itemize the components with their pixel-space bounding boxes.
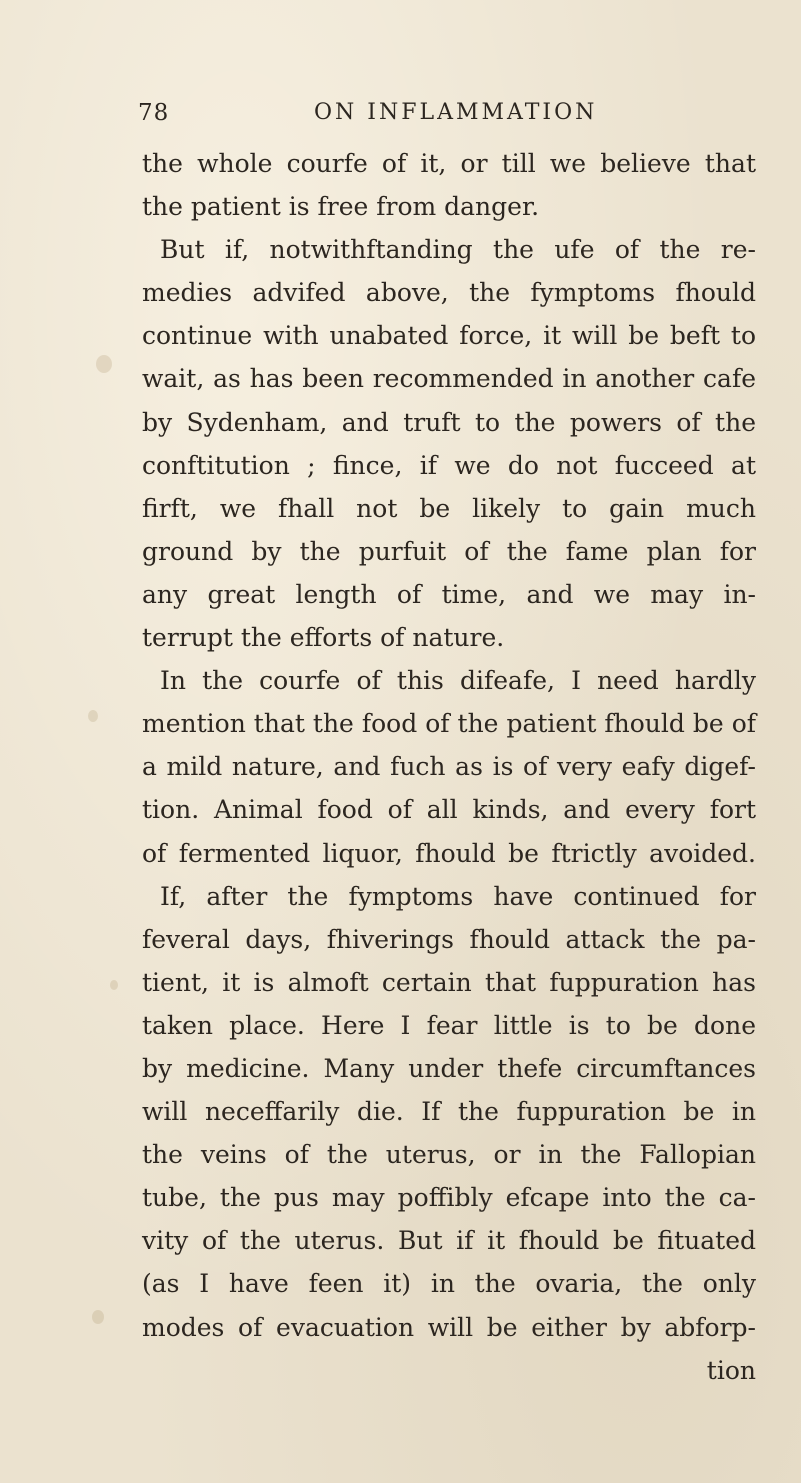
text-line: continue with unabated force, it will be beft to	[142, 321, 756, 351]
text-line: the whole courfe of it, or till we believe that	[142, 149, 756, 178]
page-header	[138, 100, 658, 140]
text-line: tion	[706, 1355, 756, 1385]
text-line: If, after the fymptoms have continued for	[160, 881, 756, 911]
text-line: ground by the purfuit of the fame plan for	[142, 536, 756, 566]
foxing-spot	[88, 710, 98, 722]
text-line: any great length of time, and we may in-	[142, 579, 756, 609]
text-line: vity of the uterus. But if it fhould be fituated	[142, 1226, 756, 1256]
body-text	[142, 142, 756, 1392]
text-line: tient, it is almoft certain that fuppuration has	[142, 967, 756, 997]
text-line: will neceffarily die. If the fuppuration be in	[142, 1097, 756, 1127]
running-head: ON INFLAMMATION	[314, 100, 598, 125]
text-line: of fermented liquor, fhould be ftrictly avoided.	[142, 838, 756, 868]
text-line: tube, the pus may poffibly efcape into the ca-	[142, 1183, 756, 1213]
text-line: the veins of the uterus, or in the Fallopian	[142, 1140, 756, 1170]
text-line: modes of evacuation will be either by abforp-	[142, 1312, 756, 1342]
text-line: In the courfe of this difeafe, I need hardly	[160, 666, 756, 696]
text-line: conftitution ; fince, if we do not fucceed at	[142, 450, 756, 480]
text-line: mention that the food of the patient fhould be of	[142, 709, 756, 739]
text-line: terrupt the efforts of nature.	[142, 623, 505, 653]
foxing-spot	[92, 1310, 104, 1324]
text-line: by medicine. Many under thefe circumftances	[142, 1053, 756, 1083]
text-line: feveral days, fhiverings fhould attack the pa-	[142, 924, 756, 954]
text-line: the patient is free from danger.	[142, 192, 540, 222]
text-line: But if, notwithftanding the ufe of the re-	[160, 235, 756, 265]
text-line: by Sydenham, and truft to the powers of the	[142, 407, 756, 437]
text-line: a mild nature, and fuch as is of very eafy digef-	[142, 752, 756, 782]
text-line: (as I have feen it) in the ovaria, the only	[142, 1269, 756, 1299]
page-number: 78	[138, 100, 170, 126]
text-line: medies advifed above, the fymptoms fhould	[142, 278, 756, 308]
text-line: tion. Animal food of all kinds, and every fort	[142, 795, 756, 825]
foxing-spot	[96, 355, 112, 373]
foxing-spot	[110, 980, 118, 990]
text-line: wait, as has been recommended in another cafe	[142, 364, 756, 394]
text-line: firft, we fhall not be likely to gain much	[142, 493, 756, 523]
text-line: taken place. Here I fear little is to be done	[142, 1010, 756, 1040]
